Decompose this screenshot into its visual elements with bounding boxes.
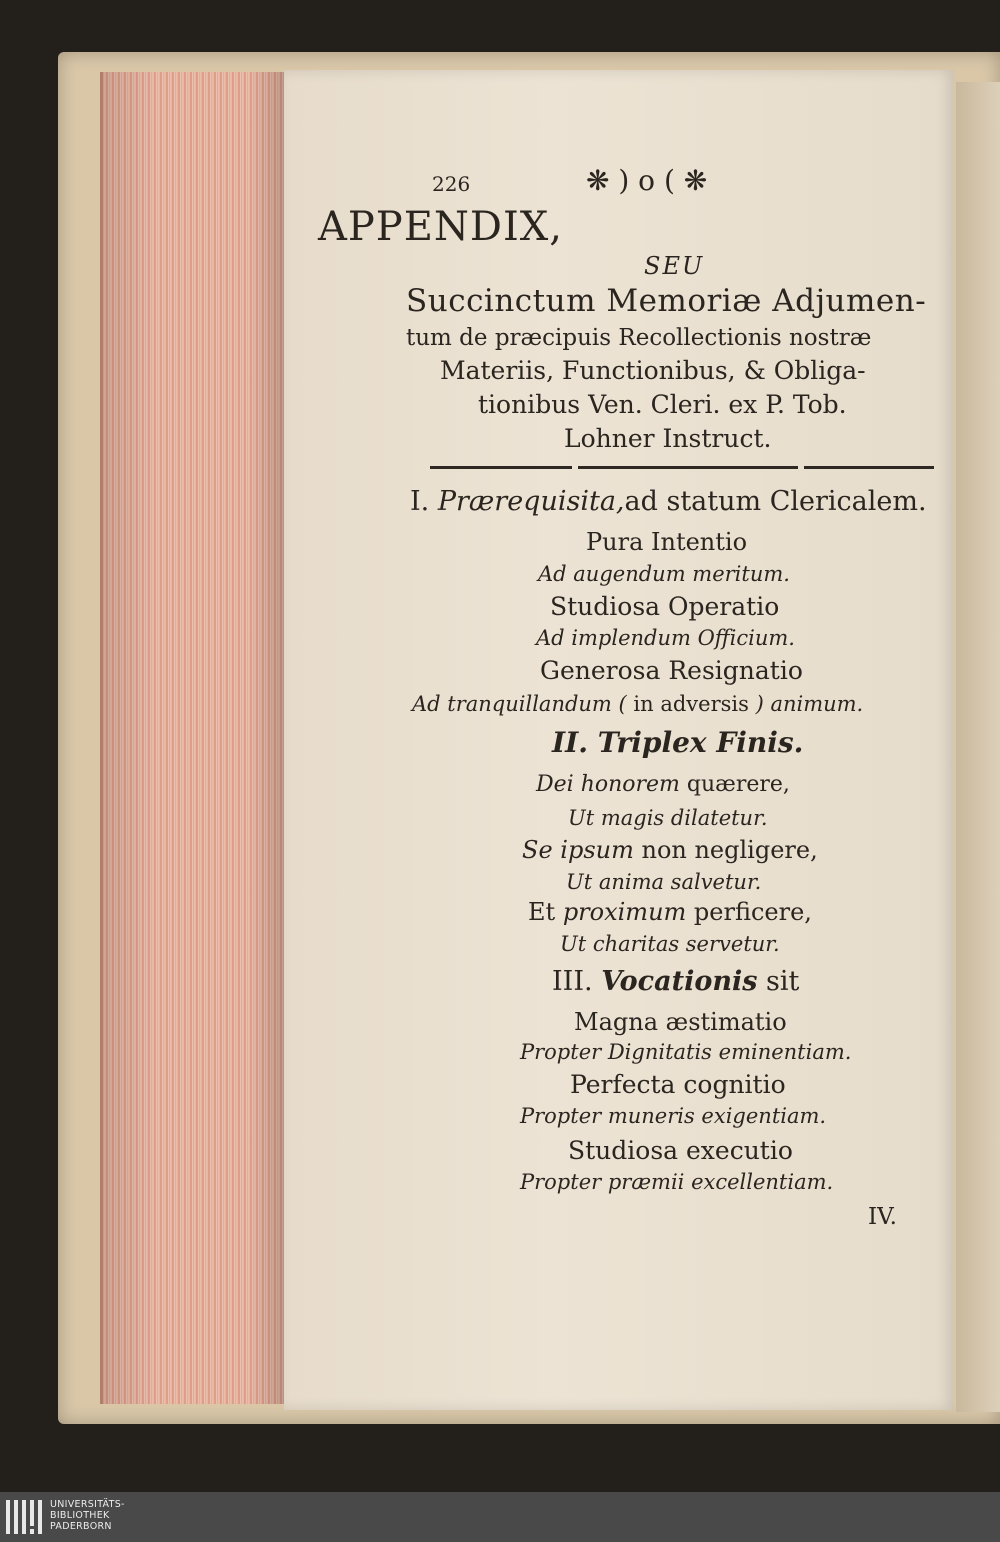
section-1-line-5: Generosa Resignatio <box>540 656 803 685</box>
section-1-line-6 <box>412 692 863 716</box>
section-3-heading-rest: sit <box>766 966 800 997</box>
library-name <box>50 1499 125 1532</box>
section-2-line-5-italic: proximum <box>562 898 687 926</box>
library-logo-icon <box>6 1500 42 1534</box>
divider-rule-2 <box>578 466 798 469</box>
section-2-line-1-italic: Dei honorem <box>536 772 680 797</box>
section-1-line-6-b: ) animum. <box>755 692 864 716</box>
divider-rule-3 <box>804 466 934 469</box>
section-3-line-1: Magna æstimatio <box>574 1008 787 1036</box>
section-1-line-3: Studiosa Operatio <box>550 592 780 621</box>
section-3-heading-italic: Vocationis <box>601 966 758 997</box>
section-2-line-1-roman: quærere, <box>686 772 790 797</box>
section-2-line-4: Ut anima salvetur. <box>566 870 762 894</box>
subtitle-line-5: Lohner Instruct. <box>564 424 772 453</box>
page-edges-shade <box>100 72 286 1404</box>
subtitle-line-2: tum de præcipuis Recollectionis nostræ <box>406 325 872 351</box>
divider-rule-1 <box>430 466 572 469</box>
section-2-line-1 <box>536 772 790 797</box>
section-1-heading-rest: ad statum Clericalem. <box>624 486 927 517</box>
section-2-line-3-italic: Se ipsum <box>522 836 634 864</box>
section-3-heading <box>552 966 799 997</box>
section-3-line-2: Propter Dignitatis eminentiam. <box>520 1040 852 1064</box>
seu-label: SEU <box>644 252 705 280</box>
section-2-heading: II. Triplex Finis. <box>552 726 804 759</box>
catchword: IV. <box>868 1204 897 1230</box>
section-2-line-5-a: Et <box>528 898 556 926</box>
library-name-line-2: BIBLIOTHEK <box>50 1510 110 1521</box>
section-3-line-3: Perfecta cognitio <box>570 1070 786 1099</box>
section-2-line-5 <box>528 898 812 926</box>
page-number: 226 <box>432 172 471 196</box>
facing-page-edge <box>956 82 1000 1412</box>
library-name-line-1: UNIVERSITÄTS- <box>50 1499 125 1510</box>
subtitle-line-3: Materiis, Functionibus, & Obliga- <box>440 356 866 385</box>
section-1-line-2: Ad augendum meritum. <box>538 562 790 586</box>
section-3-numeral: III. <box>552 966 593 997</box>
section-2-line-3 <box>522 836 818 864</box>
library-name-line-3: PADERBORN <box>50 1521 112 1532</box>
section-1-heading <box>410 486 927 517</box>
section-2-line-6: Ut charitas servetur. <box>560 932 780 956</box>
section-2-line-3-roman: non negligere, <box>641 836 818 864</box>
section-1-line-4: Ad implendum Officium. <box>536 626 795 650</box>
library-footer <box>0 1492 1000 1542</box>
section-1-line-1: Pura Intentio <box>586 528 748 556</box>
section-3-line-5: Studiosa executio <box>568 1136 793 1165</box>
section-1-line-6-a: Ad tranquillandum ( <box>412 692 627 716</box>
section-1-numeral: I. <box>410 486 430 517</box>
subtitle-line-1: Succinctum Memoriæ Adjumen- <box>406 283 927 319</box>
section-2-line-5-b: perficere, <box>693 898 812 926</box>
section-3-line-6: Propter præmii excellentiam. <box>520 1170 834 1194</box>
section-1-heading-italic: Prærequisita, <box>437 486 625 517</box>
page-title: APPENDIX, <box>318 204 563 250</box>
header-ornament: ❋ ) o ( ❋ <box>586 164 708 197</box>
section-1-line-6-roman: in adversis <box>633 692 749 716</box>
section-2-line-2: Ut magis dilatetur. <box>568 806 768 830</box>
section-3-line-4: Propter muneris exigentiam. <box>520 1104 827 1128</box>
subtitle-line-4: tionibus Ven. Cleri. ex P. Tob. <box>478 390 847 419</box>
